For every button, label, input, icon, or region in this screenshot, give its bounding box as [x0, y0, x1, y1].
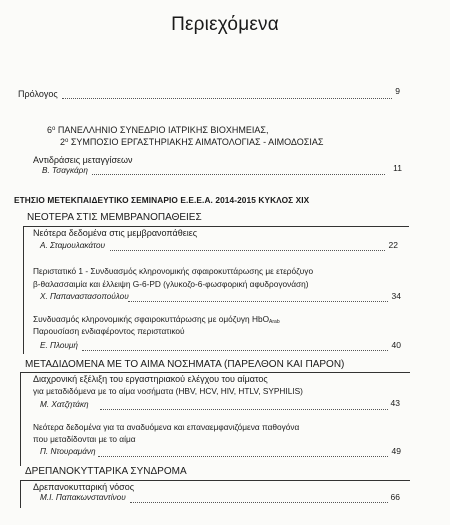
- entry-author: Π. Ντουραμάνη: [40, 447, 96, 456]
- entry-line2: Παρουσίαση ενδιαφέροντος περιστατικού: [33, 326, 185, 336]
- section-bar: [20, 480, 21, 508]
- entry-page: 43: [390, 398, 400, 408]
- entry-line2: για μεταδιδόμενα με το αίμα νοσήματα (HBV, HCV, HIV, HTLV, SYPHILIS): [33, 386, 303, 396]
- entry-author: Μ. Χατζητάκη: [40, 400, 89, 409]
- entry-title: Νεότερα δεδομένα στις μεμβρανοπάθειες: [33, 228, 198, 238]
- section-heading: ΔΡΕΠΑΝΟΚΥΤΤΑΡΙΚΑ ΣΥΝΔΡΟΜΑ: [25, 466, 187, 477]
- section-bar: [20, 372, 21, 466]
- prologue-page: 9: [395, 86, 400, 96]
- entry-title: Αντιδράσεις μεταγγίσεων: [33, 155, 133, 165]
- entry-author: Ε. Πλουμή: [40, 341, 78, 350]
- entry-line2: β-θαλασσαιμία και έλλειψη G-6-PD (γλυκοζο-6-φωσφορική αφυδρογονάση): [33, 279, 309, 289]
- congress-line1: $6^o$ ΠΑΝΕΛΛΗΝΙΟ ΣΥΝΕΔΡΙΟ ΙΑΤΡΙΚΗΣ ΒΙΟΧΗΜΕΙΑΣ,: [47, 125, 269, 135]
- entry-page: 49: [391, 446, 401, 456]
- entry-author: Χ. Παπαναστασοπούλου: [40, 292, 129, 301]
- section-rule: [20, 480, 410, 481]
- entry-line1: Νεότερα δεδομένα για τα αναδυόμενα και επαναεμφανιζόμενα παθογόνα: [33, 422, 300, 432]
- entry-author: Α. Σταμουλακάτου: [40, 241, 106, 250]
- entry-title: Δρεπανοκυτταρική νόσος: [33, 482, 135, 492]
- dot-leader: [110, 250, 385, 251]
- section-rule: [23, 226, 409, 227]
- entry-author: Β. Τσαγκάρη: [42, 166, 88, 175]
- dot-leader: [98, 456, 388, 457]
- entry-page: 11: [393, 163, 402, 173]
- dot-leader: [130, 502, 388, 503]
- entry-line1: Διαχρονική εξέλιξη του εργαστηριακού ελέγχου του αίματος: [33, 374, 268, 384]
- entry-page: 22: [388, 240, 398, 250]
- dot-leader: [82, 350, 388, 351]
- section-heading: ΝΕΟΤΕΡΑ ΣΤΙΣ ΜΕΜΒΡΑΝΟΠΑΘΕΙΕΣ: [27, 212, 202, 223]
- entry-page: 34: [391, 291, 401, 301]
- dot-leader: [92, 174, 385, 175]
- seminar-heading: ΕΤΗΣΙΟ ΜΕΤΕΚΠΑΙΔΕΥΤΙΚΟ ΣΕΜΙΝΑΡΙΟ Ε.Ε.Ε.Α. 2014-2015 ΚΥΚΛΟΣ XIX: [14, 195, 310, 205]
- entry-author: Μ.Ι. Παπακωνσταντίνου: [40, 493, 126, 502]
- section-rule: [20, 372, 410, 373]
- entry-line1: Συνδυασμός κληρονομικής σφαιροκυττάρωσης με ομόζυγη HbO$_{Arab}$: [33, 314, 280, 325]
- page-title: Περιεχόμενα: [171, 14, 279, 35]
- dot-leader: [100, 409, 388, 410]
- dot-leader: [128, 301, 388, 302]
- section-heading: ΜΕΤΑΔΙΔΟΜΕΝΑ ΜΕ ΤΟ ΑΙΜΑ ΝΟΣΗΜΑΤΑ (ΠΑΡΕΛΘΟΝ ΚΑΙ ΠΑΡΟΝ): [25, 359, 345, 370]
- entry-page: 40: [391, 340, 401, 350]
- section-bar: [23, 226, 24, 354]
- prologue-label: Πρόλογος: [18, 89, 58, 99]
- congress-line2: $2^o$ ΣΥΜΠΟΣΙΟ ΕΡΓΑΣΤΗΡΙΑΚΗΣ ΑΙΜΑΤΟΛΟΓΙΑΣ - ΑΙΜΟΔΟΣΙΑΣ: [60, 137, 324, 147]
- entry-line1: Περιστατικό 1 - Συνδυασμός κληρονομικής σφαιροκυττάρωσης με ετερόζυγο: [33, 266, 314, 276]
- entry-line2: που μεταδίδονται με το αίμα: [33, 434, 136, 444]
- entry-page: 66: [390, 492, 400, 502]
- dot-leader: [62, 98, 392, 99]
